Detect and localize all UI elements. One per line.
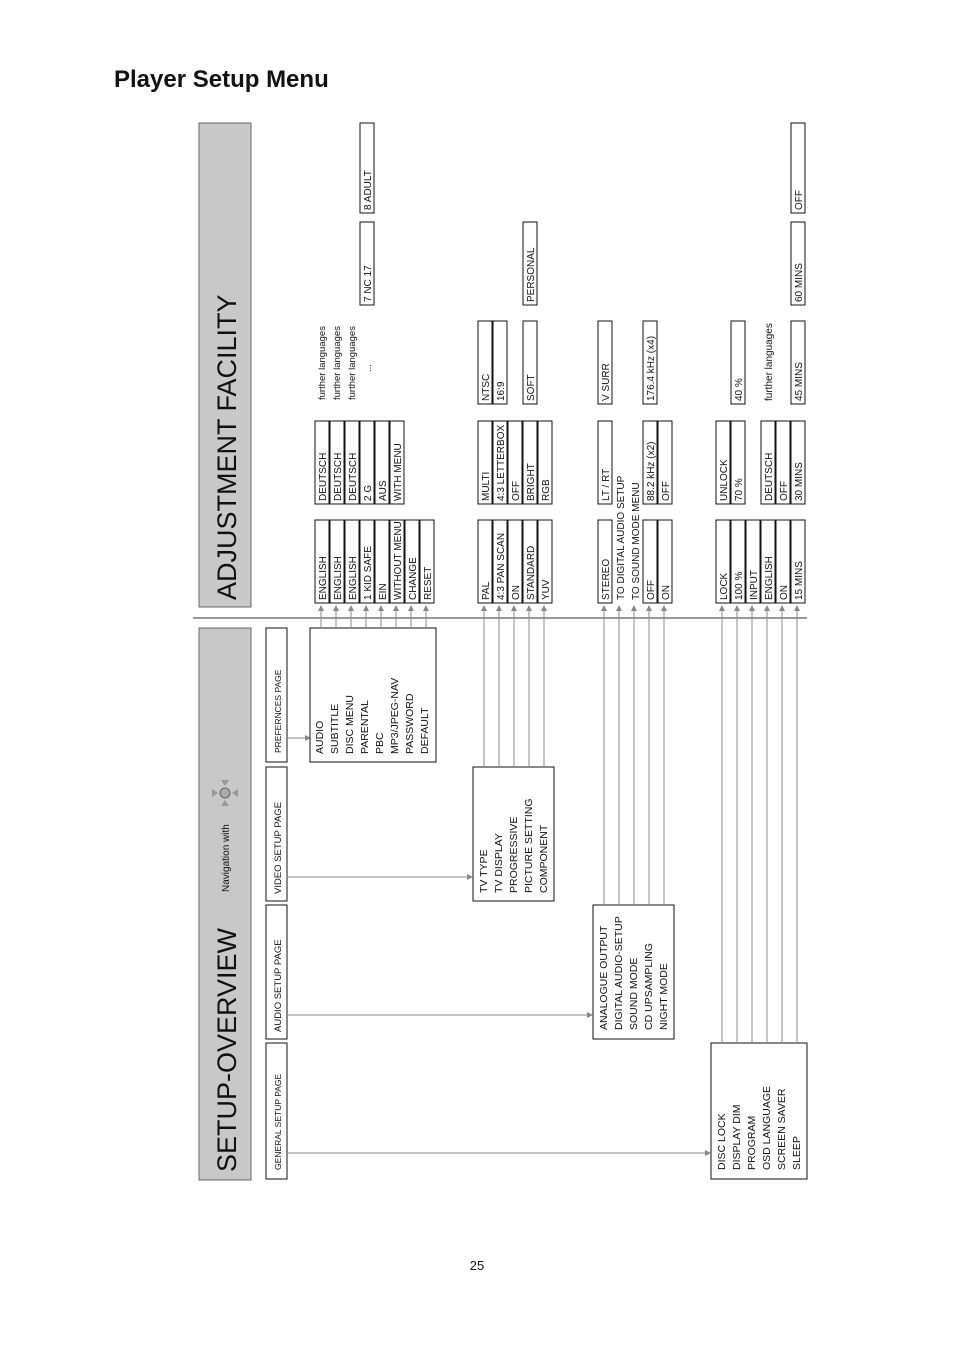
option-label: ENGLISH	[764, 556, 775, 600]
option-label: 16:9	[496, 381, 507, 401]
page-title: Player Setup Menu	[114, 66, 329, 93]
option-label: OFF	[779, 481, 790, 501]
menu-item: PASSWORD	[404, 693, 416, 754]
option-label: ENGLISH	[318, 556, 329, 600]
menu-item: SUBTITLE	[329, 703, 341, 754]
option-label: 45 MINS	[794, 362, 805, 401]
option-label: 176.4 kHz (x4)	[646, 335, 657, 401]
option-label: TO DIGITAL AUDIO SETUP	[616, 475, 627, 600]
option-label: YUV	[541, 579, 552, 600]
option-label: PAL	[481, 581, 492, 600]
menu-item: PICTURE SETTING	[523, 798, 535, 893]
option-label: 4:3 PAN SCAN	[496, 532, 507, 600]
menu-item: SCREEN SAVER	[776, 1088, 788, 1170]
option-label: 88.2 kHz (x2)	[646, 441, 657, 501]
menu-item: SOUND MODE	[628, 957, 640, 1030]
menu-item: CD UPSAMPLING	[643, 943, 655, 1030]
option-label: further languages	[764, 323, 775, 401]
option-label: ENGLISH	[348, 556, 359, 600]
menu-item: DIGITAL AUDIO-SETUP	[613, 916, 625, 1030]
option-label: OFF	[794, 190, 805, 210]
option-label: OFF	[646, 580, 657, 600]
menu-item: ANALOGUE OUTPUT	[598, 925, 610, 1030]
option-label: 15 MINS	[794, 561, 805, 600]
page-number: 25	[469, 1258, 485, 1273]
menu-item: NIGHT MODE	[658, 963, 670, 1030]
navigation-hint: Navigation with	[221, 824, 232, 892]
menu-item: COMPONENT	[538, 824, 550, 893]
option-label: ON	[661, 585, 672, 600]
menu-item: DISPLAY DIM	[731, 1104, 743, 1170]
overview-header: SETUP-OVERVIEW	[212, 927, 242, 1172]
menu-item: PROGRESSIVE	[508, 816, 520, 893]
option-label: LOCK	[719, 572, 730, 600]
option-label: DEUTSCH	[333, 452, 344, 501]
option-label: 7 NC 17	[363, 265, 374, 302]
option-label: WITH MENU	[393, 443, 404, 501]
option-label: OFF	[661, 481, 672, 501]
option-label: 30 MINS	[794, 462, 805, 501]
option-label: RESET	[423, 566, 434, 600]
option-label: RGB	[541, 479, 552, 501]
audio-setup-page-label: AUDIO SETUP PAGE	[273, 939, 284, 1032]
option-label: AUS	[378, 480, 389, 501]
option-label: DEUTSCH	[764, 452, 775, 501]
menu-item: DEFAULT	[419, 707, 431, 754]
menu-item: PROGRAM	[746, 1115, 758, 1170]
further-languages-text: further languages	[347, 326, 358, 400]
option-label: INPUT	[749, 570, 760, 600]
menu-item: SLEEP	[791, 1136, 803, 1170]
option-label: EIN	[378, 583, 389, 600]
option-label: NTSC	[481, 373, 492, 401]
menu-item: OSD LANGUAGE	[761, 1085, 773, 1170]
option-label: ON	[511, 585, 522, 600]
option-label: ENGLISH	[333, 556, 344, 600]
option-label: 8 ADULT	[363, 170, 374, 210]
option-label: 1 KID SAFE	[363, 546, 374, 600]
option-label: TO SOUND MODE MENU	[631, 482, 642, 600]
menu-item: TV TYPE	[478, 849, 490, 893]
option-label: LT / RT	[601, 468, 612, 501]
option-label: STEREO	[601, 558, 612, 600]
adjustment-options	[315, 123, 805, 603]
audio-setup-page-box[interactable]	[266, 905, 287, 1039]
option-label: SOFT	[526, 374, 537, 401]
option-label: 4:3 LETTERBOX	[496, 424, 507, 501]
option-label: 40 %	[734, 378, 745, 401]
option-label: MULTI	[481, 471, 492, 501]
menu-item: DISC MENU	[344, 695, 356, 754]
option-label: OFF	[511, 481, 522, 501]
general-setup-page-box[interactable]	[266, 1043, 287, 1179]
option-label: V SURR	[601, 363, 612, 401]
option-label: 100 %	[734, 571, 745, 600]
adjustment-extras	[317, 326, 374, 400]
preferences-page-label: PREFERNCES PAGE	[273, 669, 283, 753]
option-label: CHANGE	[408, 557, 419, 600]
option-label: 2 G	[363, 484, 374, 501]
menu-item: PARENTAL	[359, 700, 371, 754]
ellipsis-text: ...	[363, 364, 374, 372]
further-languages-text: further languages	[332, 326, 343, 400]
menu-item: DISC LOCK	[716, 1113, 728, 1170]
menu-item: TV DISPLAY	[493, 833, 505, 893]
option-label: DEUTSCH	[348, 452, 359, 501]
option-label: 70 %	[734, 478, 745, 501]
video-setup-page-label: VIDEO SETUP PAGE	[273, 801, 284, 894]
option-label: PERSONAL	[526, 247, 537, 302]
further-languages-text: further languages	[317, 326, 328, 400]
menu-item: AUDIO	[314, 720, 326, 754]
adjustment-header: ADJUSTMENT FACILITY	[212, 294, 242, 600]
option-label: STANDARD	[526, 545, 537, 600]
option-label: WITHOUT MENU	[393, 521, 404, 600]
general-setup-page-label: GENERAL SETUP PAGE	[273, 1073, 283, 1170]
option-label: UNLOCK	[719, 459, 730, 501]
option-label: ON	[779, 585, 790, 600]
video-setup-page-box[interactable]	[266, 767, 287, 901]
menu-item: PBC	[374, 732, 386, 754]
menu-item: MP3/JPEG-NAV	[389, 677, 401, 754]
option-label: BRIGHT	[526, 463, 537, 501]
preferences-page-box[interactable]	[266, 628, 287, 762]
option-label: 60 MINS	[794, 263, 805, 302]
option-label: DEUTSCH	[318, 452, 329, 501]
